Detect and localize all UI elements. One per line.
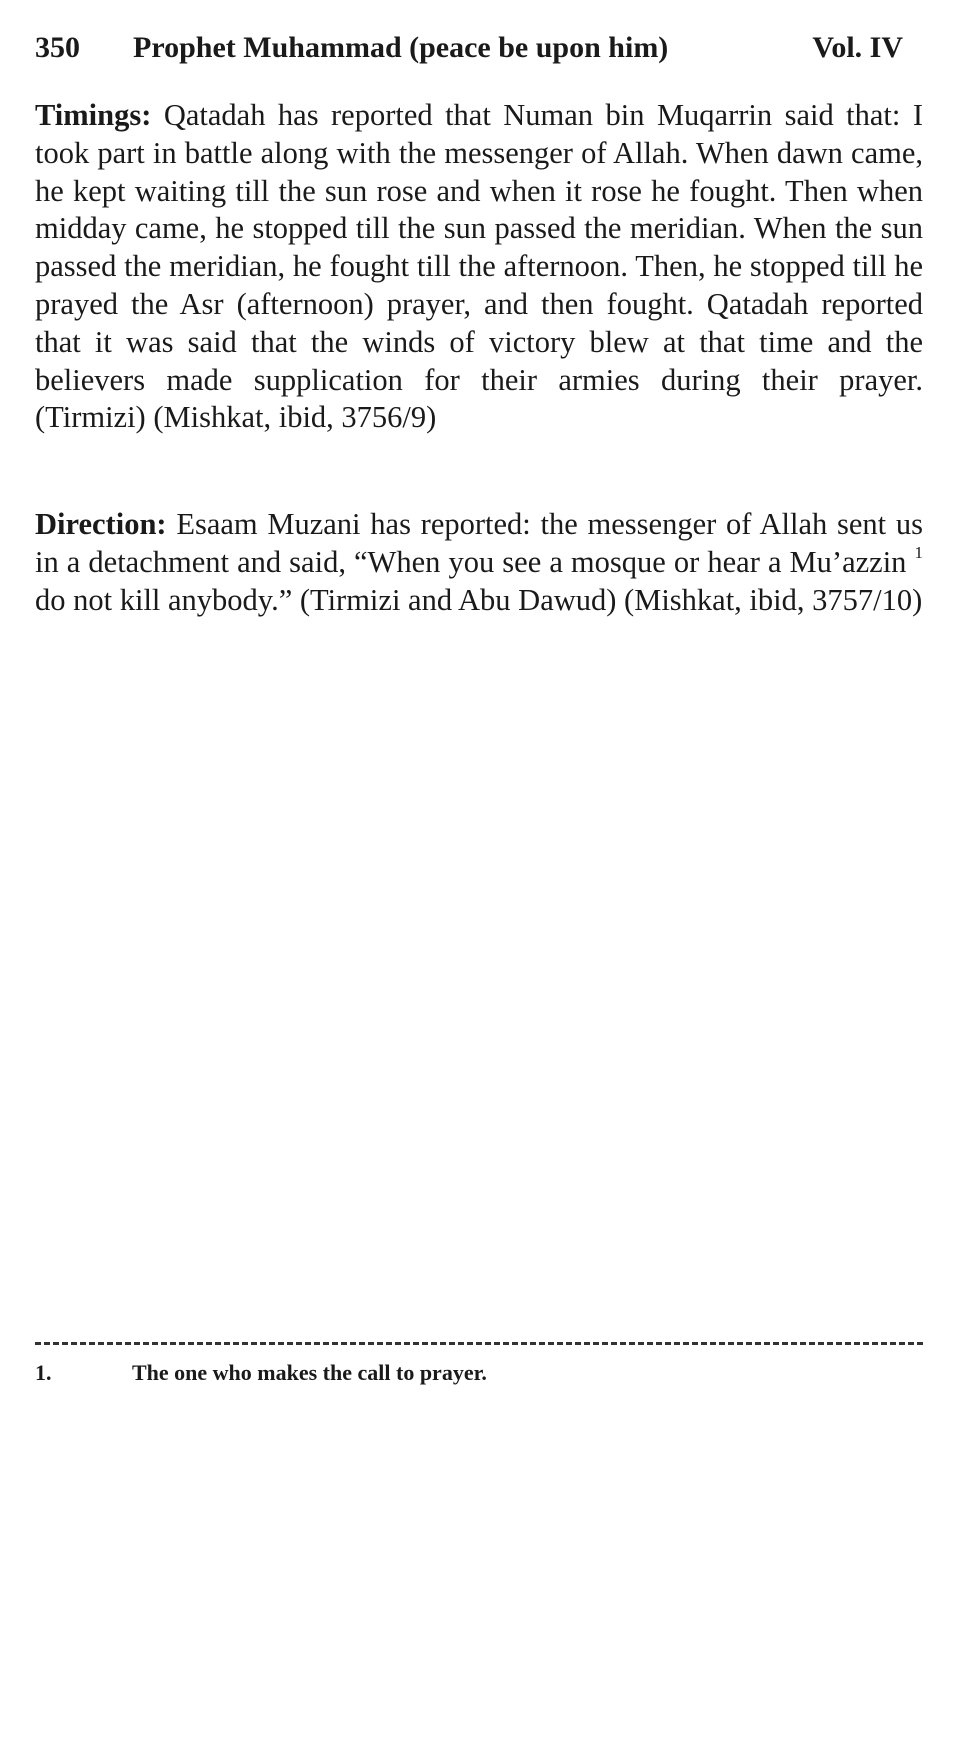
footnote-divider	[35, 1342, 923, 1345]
volume-label: Vol. IV	[812, 31, 903, 64]
paragraph-direction	[35, 506, 923, 619]
page-number: 350	[35, 31, 80, 64]
page-header	[35, 28, 923, 68]
paragraph-text-after-ref: do not kill anybody.” (Tirmizi and Abu Dawud) (Mishkat, ibid, 3757/10)	[35, 582, 923, 617]
paragraph-text-before-ref: Esaam Muzani has reported: the messenger of Allah sent us in a detachment and said, “When you see a mosque or hear a Mu’azzin	[35, 507, 923, 579]
footnote-text: The one who makes the call to prayer.	[132, 1360, 487, 1385]
book-title: Prophet Muhammad (peace be upon him)	[133, 31, 669, 64]
paragraph-lead: Direction:	[35, 507, 167, 541]
paragraph-timings	[35, 97, 923, 437]
footnote-number: 1.	[35, 1360, 52, 1385]
paragraph-text: Qatadah has reported that Numan bin Muqarrin said that: I took part in battle along with the messenger of Allah. When dawn came, he kept waiting till the sun rose and when it rose he fought. Then when midday came, he stopped till the sun passed the meridian. When the sun passed the meridian, he fought till the afternoon. Then, he stopped till he prayed the Asr (afternoon) prayer, and then fought. Qatadah reported that it was said that the winds of victory blew at that time and the believers made supplication for their armies during their prayer. (Tirmizi) (Mishkat, ibid, 3756/9)	[35, 98, 923, 435]
footnote-reference: 1	[914, 542, 924, 562]
paragraph-lead: Timings:	[35, 98, 152, 132]
